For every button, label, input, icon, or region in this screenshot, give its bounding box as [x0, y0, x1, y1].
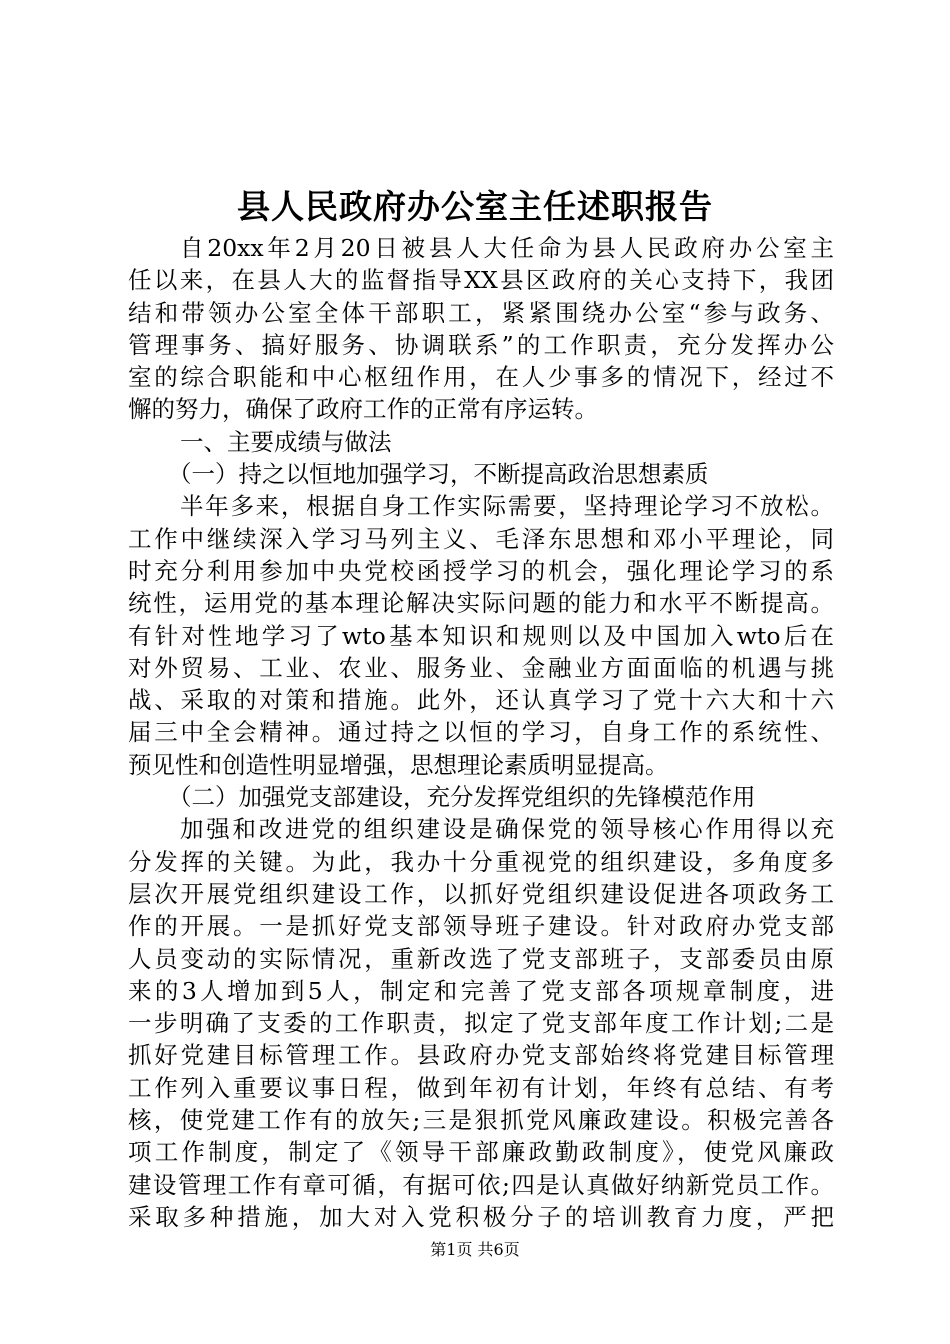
paragraph-line: 建设管理工作有章可循，有据可依;四是认真做好纳新党员工作。 — [128, 1170, 834, 1199]
paragraph-line: 室的综合职能和中心枢纽作用，在人少事多的情况下，经过不 — [128, 363, 834, 392]
paragraph-line: 预见性和创造性明显增强，思想理论素质明显提高。 — [128, 750, 669, 779]
paragraph-line: 结和带领办公室全体干部职工，紧紧围绕办公室“参与政务、 — [128, 298, 834, 327]
subsection-heading: （二）加强党支部建设，充分发挥党组织的先锋模范作用 — [168, 783, 756, 812]
paragraph-line: 有针对性地学习了wto基本知识和规则以及中国加入wto后在 — [128, 621, 834, 650]
paragraph-line: 抓好党建目标管理工作。县政府办党支部始终将党建目标管理 — [128, 1041, 834, 1070]
subsection-heading: （一）持之以恒地加强学习，不断提高政治思想素质 — [168, 460, 709, 489]
document-title: 县人民政府办公室主任述职报告 — [237, 187, 713, 226]
paragraph-line: 加强和改进党的组织建设是确保党的领导核心作用得以充 — [180, 815, 834, 844]
paragraph-line: 对外贸易、工业、农业、服务业、金融业方面面临的机遇与挑 — [128, 653, 834, 682]
paragraph-line: 懈的努力，确保了政府工作的正常有序运转。 — [128, 395, 598, 424]
paragraph-line: 管理事务、搞好服务、协调联系”的工作职责，充分发挥办公 — [128, 330, 834, 359]
paragraph-line: 自20xx年2月20日被县人大任命为县人民政府办公室主 — [180, 234, 834, 262]
paragraph-line: 来的3人增加到5人，制定和完善了党支部各项规章制度，进 — [128, 976, 834, 1005]
paragraph-line: 统性，运用党的基本理论解决实际问题的能力和水平不断提高。 — [128, 589, 834, 618]
paragraph-line: 半年多来，根据自身工作实际需要，坚持理论学习不放松。 — [180, 492, 834, 521]
paragraph-line: 工作列入重要议事日程，做到年初有计划，年终有总结、有考 — [128, 1073, 834, 1102]
paragraph-line: 届三中全会精神。通过持之以恒的学习，自身工作的系统性、 — [128, 718, 834, 747]
paragraph-line: 核，使党建工作有的放矢;三是狠抓党风廉政建设。积极完善各 — [128, 1106, 834, 1135]
paragraph-line: 工作中继续深入学习马列主义、毛泽东思想和邓小平理论，同 — [128, 524, 834, 553]
section-heading: 一、主要成绩与做法 — [180, 427, 392, 456]
paragraph-line: 时充分利用参加中央党校函授学习的机会，强化理论学习的系 — [128, 556, 834, 585]
page-footer: 第1页 共6页 — [430, 1240, 520, 1259]
paragraph-line: 战、采取的对策和措施。此外，还认真学习了党十六大和十六 — [128, 686, 834, 715]
paragraph-line: 一步明确了支委的工作职责，拟定了党支部年度工作计划;二是 — [128, 1009, 834, 1038]
paragraph-line: 分发挥的关键。为此，我办十分重视党的组织建设，多角度多 — [128, 847, 834, 876]
document-body — [128, 232, 834, 1233]
paragraph-line: 层次开展党组织建设工作，以抓好党组织建设促进各项政务工 — [128, 879, 834, 908]
paragraph-line: 项工作制度，制定了《领导干部廉政勤政制度》，使党风廉政 — [128, 1138, 834, 1167]
paragraph-line: 作的开展。一是抓好党支部领导班子建设。针对政府办党支部 — [128, 912, 834, 941]
paragraph-line: 采取多种措施，加大对入党积极分子的培训教育力度，严把 — [128, 1202, 834, 1231]
paragraph-line: 任以来，在县人大的监督指导XX县区政府的关心支持下，我团 — [128, 266, 834, 295]
paragraph-line: 人员变动的实际情况，重新改选了党支部班子，支部委员由原 — [128, 944, 834, 973]
